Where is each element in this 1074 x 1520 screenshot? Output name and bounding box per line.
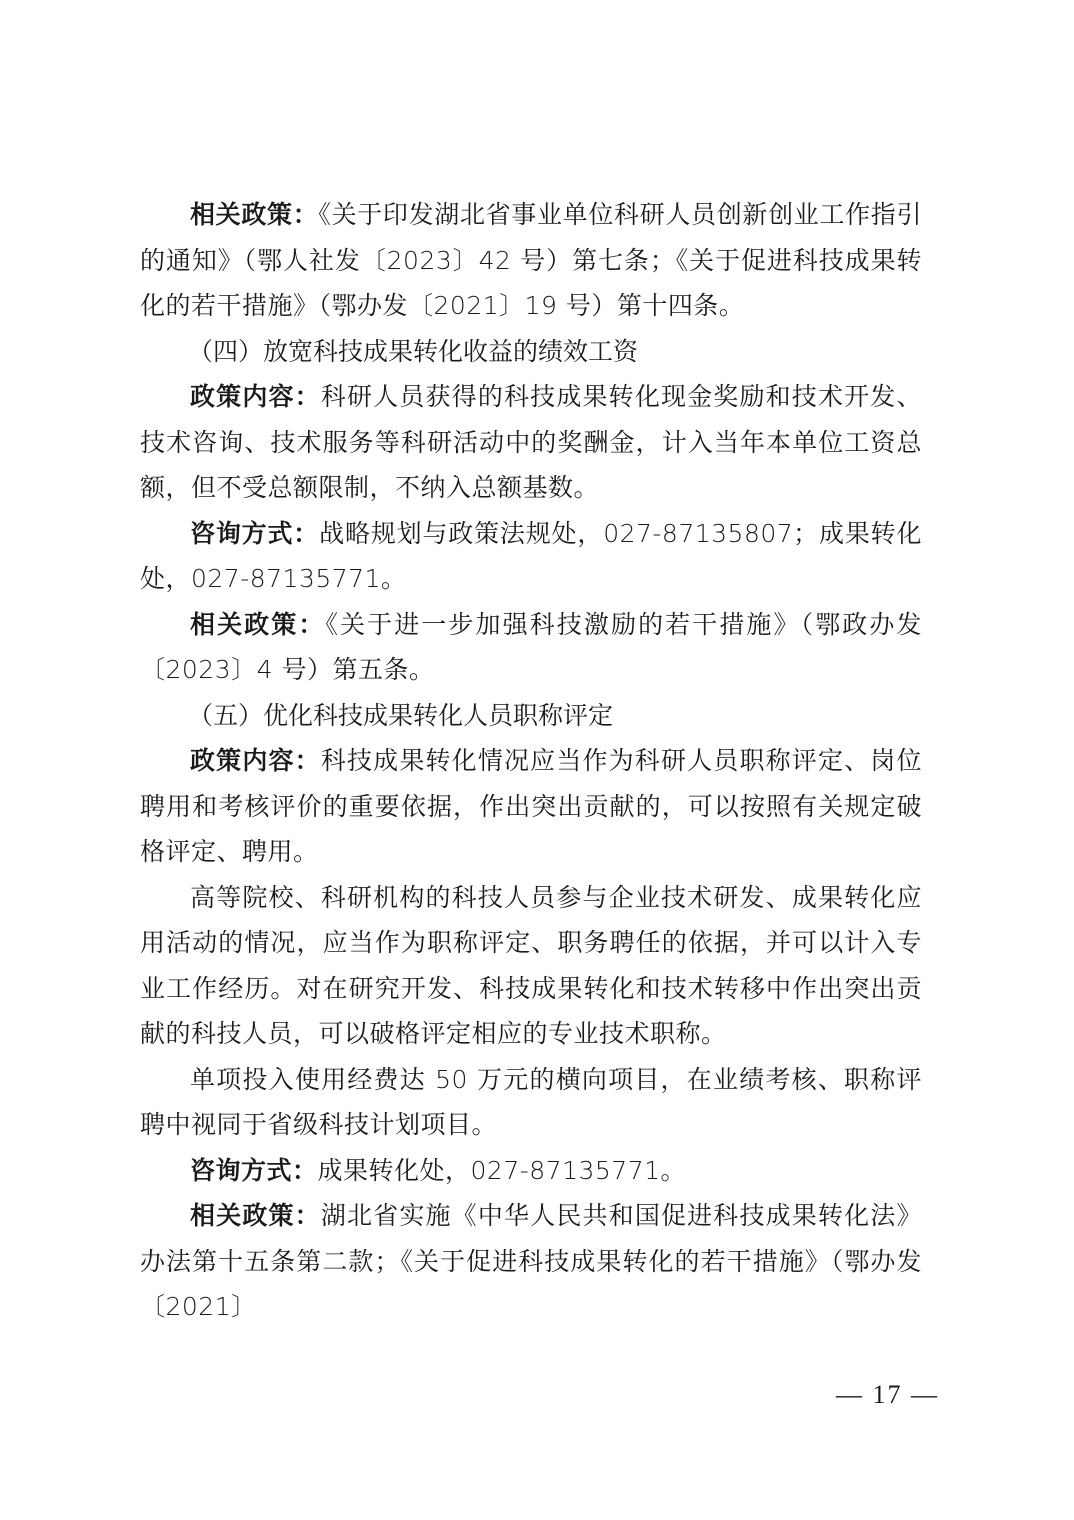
paragraph-label: 咨询方式：	[190, 518, 320, 548]
section-heading-4: （四）放宽科技成果转化收益的绩效工资	[188, 336, 639, 366]
paragraph-text: 战略规划与政策法规处，027-87135807；成果转化处，027-87135771。	[140, 518, 922, 593]
paragraph-text: 《关于印发湖北省事业单位科研人员创新创业工作指引的通知》（鄂人社发〔2023〕42 号）第七条；《关于促进科技成果转化的若干措施》（鄂办发〔2021〕19 号）第十四条。	[140, 200, 922, 320]
paragraph-consult-5	[140, 1148, 922, 1194]
section-heading-5: （五）优化科技成果转化人员职称评定	[188, 700, 614, 730]
paragraph-policy-content-4	[140, 374, 922, 511]
paragraph-text: 高等院校、科研机构的科技人员参与企业技术研发、成果转化应用活动的情况，应当作为职称评定、职务聘任的依据，并可以计入专业工作经历。对在研究开发、科技成果转化和技术转移中作出突出贡献的科技人员，可以破格评定相应的专业技术职称。	[140, 882, 922, 1048]
paragraph-label: 政策内容：	[190, 746, 321, 775]
paragraph-text: 湖北省实施《中华人民共和国促进科技成果转化法》办法第十五条第二款；《关于促进科技成果转化的若干措施》（鄂办发〔2021〕	[140, 1201, 922, 1321]
paragraph-related-policy-1	[140, 192, 922, 329]
paragraph-related-policy-4	[140, 602, 922, 693]
paragraph-label: 相关政策：	[190, 1201, 321, 1230]
paragraph-text: 单项投入使用经费达 50 万元的横向项目，在业绩考核、职称评聘中视同于省级科技计划项目。	[140, 1064, 922, 1139]
paragraph-text: 《关于进一步加强科技激励的若干措施》（鄂政办发〔2023〕4 号）第五条。	[140, 609, 922, 684]
paragraph-label: 咨询方式：	[190, 1155, 318, 1185]
paragraph-policy-content-5	[140, 738, 922, 875]
paragraph-text: 科研人员获得的科技成果转化现金奖励和技术开发、技术咨询、技术服务等科研活动中的奖酬金，计入当年本单位工资总额，但不受总额限制，不纳入总额基数。	[140, 382, 922, 502]
paragraph-body-5a	[140, 875, 922, 1057]
paragraph-label: 政策内容：	[190, 382, 321, 411]
paragraph-text: 科技成果转化情况应当作为科研人员职称评定、岗位聘用和考核评价的重要依据，作出突出贡献的，可以按照有关规定破格评定、聘用。	[140, 746, 922, 866]
paragraph-label: 相关政策：	[190, 609, 326, 639]
paragraph-related-policy-5	[140, 1193, 922, 1330]
paragraph-body-5b	[140, 1057, 922, 1148]
paragraph-text: 成果转化处，027-87135771。	[317, 1155, 687, 1185]
paragraph-label: 相关政策：	[190, 200, 319, 229]
paragraph-consult-4	[140, 511, 922, 602]
page-number: — 17 —	[836, 1380, 939, 1409]
document-body	[140, 192, 922, 1330]
